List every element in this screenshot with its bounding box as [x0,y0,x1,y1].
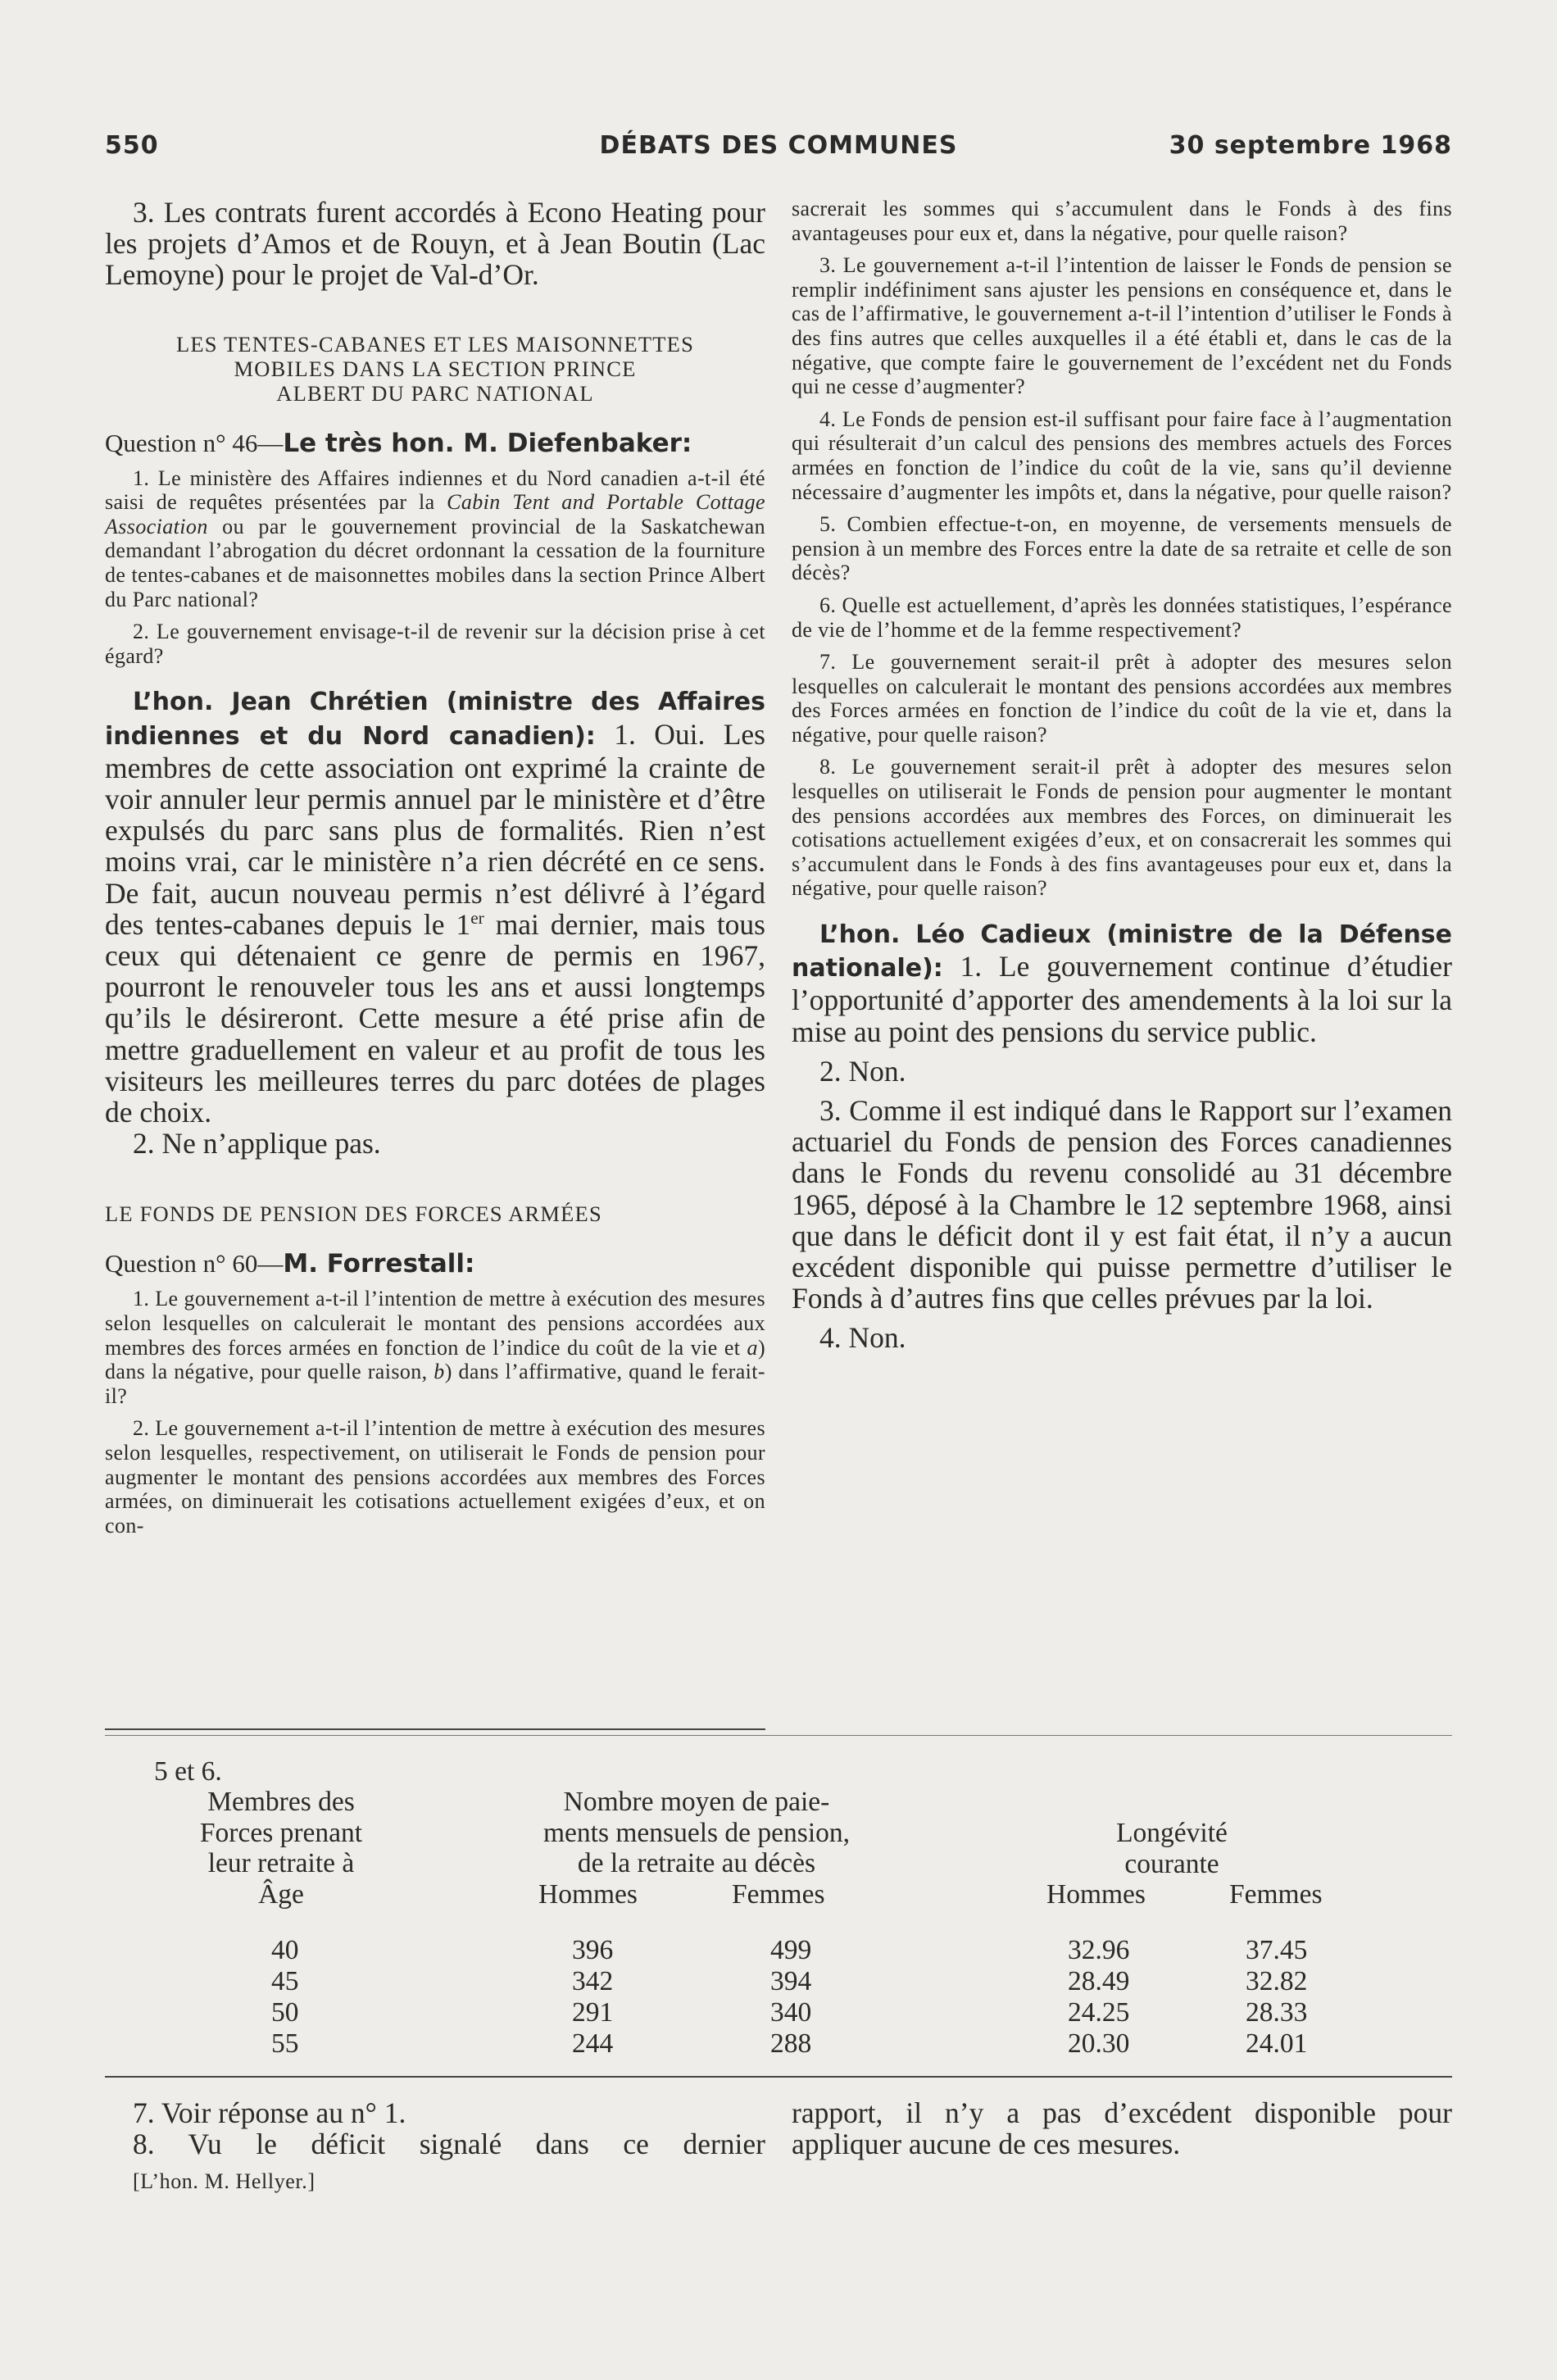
cell-pay-men: 291 [572,1997,614,2028]
cell-longevity-women: 24.01 [1246,2028,1308,2059]
text-run: ou par le gouvernement provincial de la Saskatchewan demandant l’abrogation du décret ordonnant la cessation de la fourniture de tentes-cabanes et de maisonnettes mobiles dans la section Prince Albert du Parc national? [105,514,765,611]
cell-longevity-men: 24.25 [1068,1997,1130,2028]
text-run: 1. Le gouvernement a-t-il l’intention de mettre à exécution des mesures selon lesquelles on calculerait le montant des pensions accordées aux membres des forces armées en fonction de l’indice du coût de la vie et [105,1287,765,1360]
answer-60-part-2: 2. Non. [819,1054,906,1088]
cell-pay-women: 499 [770,1935,812,1965]
page-number: 550 [105,131,159,160]
question-60-part-2-cont: sacrerait les sommes qui s’accumulent dans le Fonds à des fins avantageuses pour eux et, dans la négative, pour quelle raison? [792,197,1452,245]
text-run: ) dans l’affirmative, quand le ferait-il? [105,1360,765,1408]
table-header-members [154,1787,408,1910]
text-run: mai dernier, mais tous ceux qui détenaient ce genre de permis en 1967, pourront le renouveler tous les ans et aussi longtemps qu’ils le désireront. Cette mesure a été prise afin de mettre graduellement en valeur et au profit de tous les visiteurs les meilleures terres du parc dotées de plages de choix. [105,907,765,1129]
heading-line: MOBILES DANS LA SECTION PRINCE [234,356,637,381]
header-line: Nombre moyen de paie- [563,1787,830,1817]
issue-date: 30 septembre 1968 [1169,131,1452,160]
cell-pay-women: 288 [770,2028,812,2059]
speaker-chretien: L’hon. Jean Chrétien (ministre des Affaires indiennes et du Nord canadien): [105,688,765,751]
cell-age: 45 [271,1966,299,1996]
cell-longevity-women: 28.33 [1246,1997,1308,2028]
heading-line: LES TENTES-CABANES ET LES MAISONNETTES [175,331,695,357]
header-line: ments mensuels de pension, [542,1817,851,1848]
question-author: Le très hon. M. Diefenbaker: [283,428,692,458]
speaker-cadieux: L’hon. Léo Cadieux (ministre de la Défense nationale): [792,920,1452,983]
cell-pay-men: 244 [572,2028,614,2059]
answer-8-cont: rapport, il n’y a pas d’excédent disponible pour appliquer aucune de ces mesures. [792,2096,1452,2161]
signature: [L’hon. M. Hellyer.] [133,2169,315,2194]
question-60-part-8: 8. Le gouvernement serait-il prêt à adopter des mesures selon lesquelles on utiliserait le Fonds de pension pour augmenter le montant des pensions accordées aux membres des Forces, on diminuerait les cotisations actuellement exigées d’eux, et on consacrerait les sommes qui s’accumulent dans le Fonds à des fins avantageuses pour eux et, dans la négative, pour quelle raison? [792,755,1452,901]
table-header-payments [492,1787,901,1879]
question-46-part-2: 2. Le gouvernement envisage-t-il de revenir sur la décision prise à cet égard? [105,620,765,668]
subhead-payments-women: Femmes [732,1879,825,1910]
cell-age: 40 [271,1935,299,1965]
header-line: Longévité [1116,1818,1228,1848]
question-60-part-7: 7. Le gouvernement serait-il prêt à adopter des mesures selon lesquelles on calculerait le montant des pensions accordées aux membres des Forces armées en fonction de l’indice du coût de la vie et, dans la négative, pour quelle raison? [792,650,1452,747]
question-60-part-2: 2. Le gouvernement a-t-il l’intention de mettre à exécution des mesures selon lesquelles, respectivement, on utiliserait le Fonds de pension pour augmenter le montant des pensions accordées aux membres des Forces armées, on diminuerait les cotisations actuellement exigées d’eux, et on con- [105,1416,765,1537]
cell-longevity-women: 37.45 [1246,1935,1308,1965]
paragraph-contracts: 3. Les contrats furent accordés à Econo Heating pour les projets d’Amos et de Rouyn, et à Jean Boutin (Lac Lemoyne) pour le projet de Val-d’Or. [105,196,765,292]
question-number: Question n° 60— [105,1249,284,1279]
cell-longevity-women: 32.82 [1246,1966,1308,1996]
question-author: M. Forrestall: [283,1249,475,1279]
cell-age: 55 [271,2028,299,2059]
cell-longevity-men: 28.49 [1068,1966,1130,1996]
text-run: 1. Oui. Les membres de cette association ont exprimé la crainte de voir annuler leur permis annuel par le ministère et d’être expulsés du parc sans plus de formalités. Rien n’est moins vrai, car le ministère n’a rien décrété en ce sens. De fait, aucun nouveau permis n’est délivré à l’égard des tentes-cabanes depuis le 1 [105,717,765,941]
subhead-longevity-women: Femmes [1229,1879,1323,1910]
superscript: er [470,907,484,928]
cell-longevity-men: 32.96 [1068,1935,1130,1965]
header-line: de la retraite au décès [577,1848,816,1878]
cell-pay-women: 394 [770,1966,812,1996]
heading-line: ALBERT DU PARC NATIONAL [276,380,594,406]
subhead-payments-men: Hommes [538,1879,638,1910]
cell-age: 50 [271,1997,299,2028]
header-line: Forces prenant [199,1817,363,1848]
question-60-part-3: 3. Le gouvernement a-t-il l’intention de laisser le Fonds de pension se remplir indéfiniment sans ajuster les pensions en conséquence et, dans le cas de l’affirmative, le gouvernement a-t-il l’intention d’utiliser le Fonds à des fins autres que celles auxquelles il a été établi et, dans le cas de la négative, que compte faire le gouvernement de l’excédent net du Fonds qui ne cesse d’augmenter? [792,253,1452,399]
cell-pay-men: 396 [572,1935,614,1965]
header-line: Membres des [207,1787,355,1817]
table-rule-bottom [105,2076,1452,2078]
cell-pay-men: 342 [572,1966,614,1996]
question-60-part-4: 4. Le Fonds de pension est-il suffisant pour faire face à l’augmentation qui résulterait d’un calcul des pensions des membres actuels des Forces armées en fonction de l’indice du coût de la vie, sans qu’il devienne nécessaire d’augmenter les impôts et, dans la négative, pour quelle raison? [792,407,1452,504]
text-run: 1. Le gouvernement continue d’étudier l’opportunité d’apporter des amendements à la loi sur la mise au point des pensions du service public. [792,950,1452,1048]
italic-letter: b [434,1360,445,1384]
answer-7: 7. Voir réponse au n° 1. [133,2096,406,2129]
header-line: leur retraite à [207,1848,355,1878]
italic-letter: a [747,1335,758,1360]
bottom-left [133,2097,765,2194]
answer-60-part-4: 4. Non. [819,1321,906,1355]
cell-longevity-men: 20.30 [1068,2028,1130,2059]
answer-46-part-2: 2. Ne n’applique pas. [133,1127,381,1160]
answer-8: 8. Vu le déficit signalé dans ce dernier [133,2128,765,2161]
bottom-right [792,2097,1452,2160]
question-60-part-6: 6. Quelle est actuellement, d’après les données statistiques, l’espérance de vie de l’homme et de la femme respectivement? [792,593,1452,642]
question-number: Question n° 46— [105,428,284,457]
text-run: ) dans la négative, pour quelle raison, [105,1335,765,1384]
header-line: courante [1124,1848,1219,1879]
answer-60-part-3: 3. Comme il est indiqué dans le Rapport sur l’examen actuariel du Fonds de pension des Forces canadiennes dans le Fonds du revenu consolidé au 31 décembre 1965, déposé à la Chambre le 12 septembre 1968, ainsi que dans le déficit dont il y est fait état, il n’y a aucun excédent disponible qui puisse permettre d’utiliser le Fonds à d’autres fins que celles prévues par la loi. [792,1094,1452,1315]
question-60-part-5: 5. Combien effectue-t-on, en moyenne, de versements mensuels de pension à un membre des Forces entre la date de sa retraite et celle de son décès? [792,512,1452,585]
section-heading-fonds: LE FONDS DE PENSION DES FORCES ARMÉES [105,1201,602,1227]
table-header-longevity [1065,1818,1278,1879]
cell-pay-women: 340 [770,1997,812,2028]
publication-title: DÉBATS DES COMMUNES [599,131,958,160]
table-label: 5 et 6. [154,1756,222,1787]
association-name: Cabin Tent and Portable Cottage Association [105,490,765,538]
text-run: 1. Le ministère des Affaires indiennes et du Nord canadien a-t-il été saisi de requêtes présentées par la [105,466,765,515]
subhead-longevity-men: Hommes [1046,1879,1146,1910]
header-line: Âge [258,1878,304,1910]
